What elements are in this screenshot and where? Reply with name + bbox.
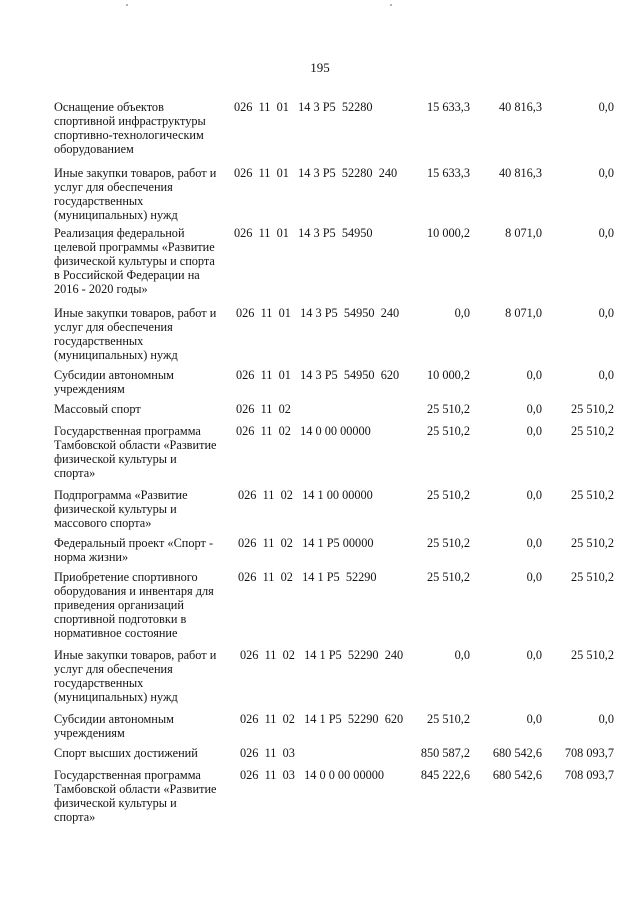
row-code: 026 11 02 14 0 00 00000 [236, 424, 371, 438]
row-code: 026 11 03 14 0 0 00 00000 [240, 768, 385, 782]
row-code: 026 11 01 14 3 Р5 52280 240 [234, 166, 398, 180]
row-value-1: 0,0 [454, 306, 470, 320]
row-code: 026 11 02 14 1 Р5 52290 240 [240, 648, 404, 662]
row-value-2: 0,0 [526, 712, 542, 726]
row-value-1: 10 000,2 [426, 226, 470, 240]
page-number: 195 [310, 60, 330, 75]
row-code: 026 11 02 14 1 00 00000 [238, 488, 373, 502]
row-value-1: 10 000,2 [426, 368, 470, 382]
row-value-3: 0,0 [598, 306, 614, 320]
row-value-1: 850 587,2 [420, 746, 470, 760]
row-code: 026 11 01 14 3 Р5 54950 240 [236, 306, 400, 320]
row-value-2: 0,0 [526, 424, 542, 438]
row-value-1: 25 510,2 [426, 536, 470, 550]
row-code: 026 11 02 14 1 Р5 52290 620 [240, 712, 404, 726]
row-name: Федеральный проект «Спорт - норма жизни» [54, 536, 214, 564]
row-value-1: 25 510,2 [426, 488, 470, 502]
row-code: 026 11 02 [236, 402, 291, 416]
row-value-1: 25 510,2 [426, 402, 470, 416]
row-name: Государственная программа Тамбовской области «Развитие физической культуры и спорта» [54, 424, 217, 480]
row-value-3: 25 510,2 [570, 648, 614, 662]
row-name: Иные закупки товаров, работ и услуг для обеспечения государственных (муниципальных) нужд [54, 306, 217, 362]
row-value-1: 15 633,3 [426, 100, 470, 114]
row-code: 026 11 01 14 3 Р5 54950 [234, 226, 373, 240]
row-name: Субсидии автономным учреждениям [54, 712, 174, 740]
row-value-3: 0,0 [598, 712, 614, 726]
scan-dot [390, 4, 392, 6]
row-value-2: 0,0 [526, 488, 542, 502]
row-value-2: 0,0 [526, 570, 542, 584]
row-value-1: 25 510,2 [426, 424, 470, 438]
row-name: Подпрограмма «Развитие физической культуры и массового спорта» [54, 488, 188, 530]
row-value-2: 0,0 [526, 536, 542, 550]
row-code: 026 11 01 14 3 Р5 52280 [234, 100, 373, 114]
row-value-3: 0,0 [598, 100, 614, 114]
row-value-3: 25 510,2 [570, 570, 614, 584]
row-value-2: 8 071,0 [505, 306, 542, 320]
row-value-2: 8 071,0 [505, 226, 542, 240]
row-value-1: 0,0 [454, 648, 470, 662]
scan-marks [0, 4, 640, 10]
row-code: 026 11 02 14 1 Р5 00000 [238, 536, 374, 550]
row-value-2: 680 542,6 [492, 746, 542, 760]
row-name: Реализация федеральной целевой программы «Развитие физической культуры и спорта в Российской Федерации на 2016 - 2020 годы» [54, 226, 215, 296]
row-value-2: 40 816,3 [498, 100, 542, 114]
row-value-3: 708 093,7 [564, 768, 614, 782]
row-name: Массовый спорт [54, 402, 141, 416]
row-name: Иные закупки товаров, работ и услуг для обеспечения государственных (муниципальных) нужд [54, 648, 217, 704]
row-value-2: 0,0 [526, 402, 542, 416]
row-code: 026 11 01 14 3 Р5 54950 620 [236, 368, 400, 382]
row-value-2: 40 816,3 [498, 166, 542, 180]
row-value-2: 0,0 [526, 648, 542, 662]
row-value-3: 708 093,7 [564, 746, 614, 760]
row-name: Государственная программа Тамбовской области «Развитие физической культуры и спорта» [54, 768, 217, 824]
row-value-3: 25 510,2 [570, 424, 614, 438]
row-value-1: 25 510,2 [426, 570, 470, 584]
row-value-3: 0,0 [598, 166, 614, 180]
row-value-3: 25 510,2 [570, 536, 614, 550]
row-name: Приобретение спортивного оборудования и инвентаря для приведения организаций спортивной подготовки в нормативное состояние [54, 570, 214, 640]
row-value-1: 15 633,3 [426, 166, 470, 180]
row-name: Спорт высших достижений [54, 746, 198, 760]
row-name: Иные закупки товаров, работ и услуг для обеспечения государственных (муниципальных) нужд [54, 166, 217, 222]
row-code: 026 11 02 14 1 Р5 52290 [238, 570, 377, 584]
row-value-3: 0,0 [598, 226, 614, 240]
row-name: Оснащение объектов спортивной инфраструктуры спортивно-технологическим оборудованием [54, 100, 206, 156]
row-value-3: 25 510,2 [570, 402, 614, 416]
row-name: Субсидии автономным учреждениям [54, 368, 174, 396]
row-value-2: 0,0 [526, 368, 542, 382]
row-value-3: 0,0 [598, 368, 614, 382]
row-value-1: 25 510,2 [426, 712, 470, 726]
row-value-1: 845 222,6 [420, 768, 470, 782]
row-value-3: 25 510,2 [570, 488, 614, 502]
row-value-2: 680 542,6 [492, 768, 542, 782]
row-code: 026 11 03 [240, 746, 295, 760]
scan-dot [126, 4, 128, 6]
